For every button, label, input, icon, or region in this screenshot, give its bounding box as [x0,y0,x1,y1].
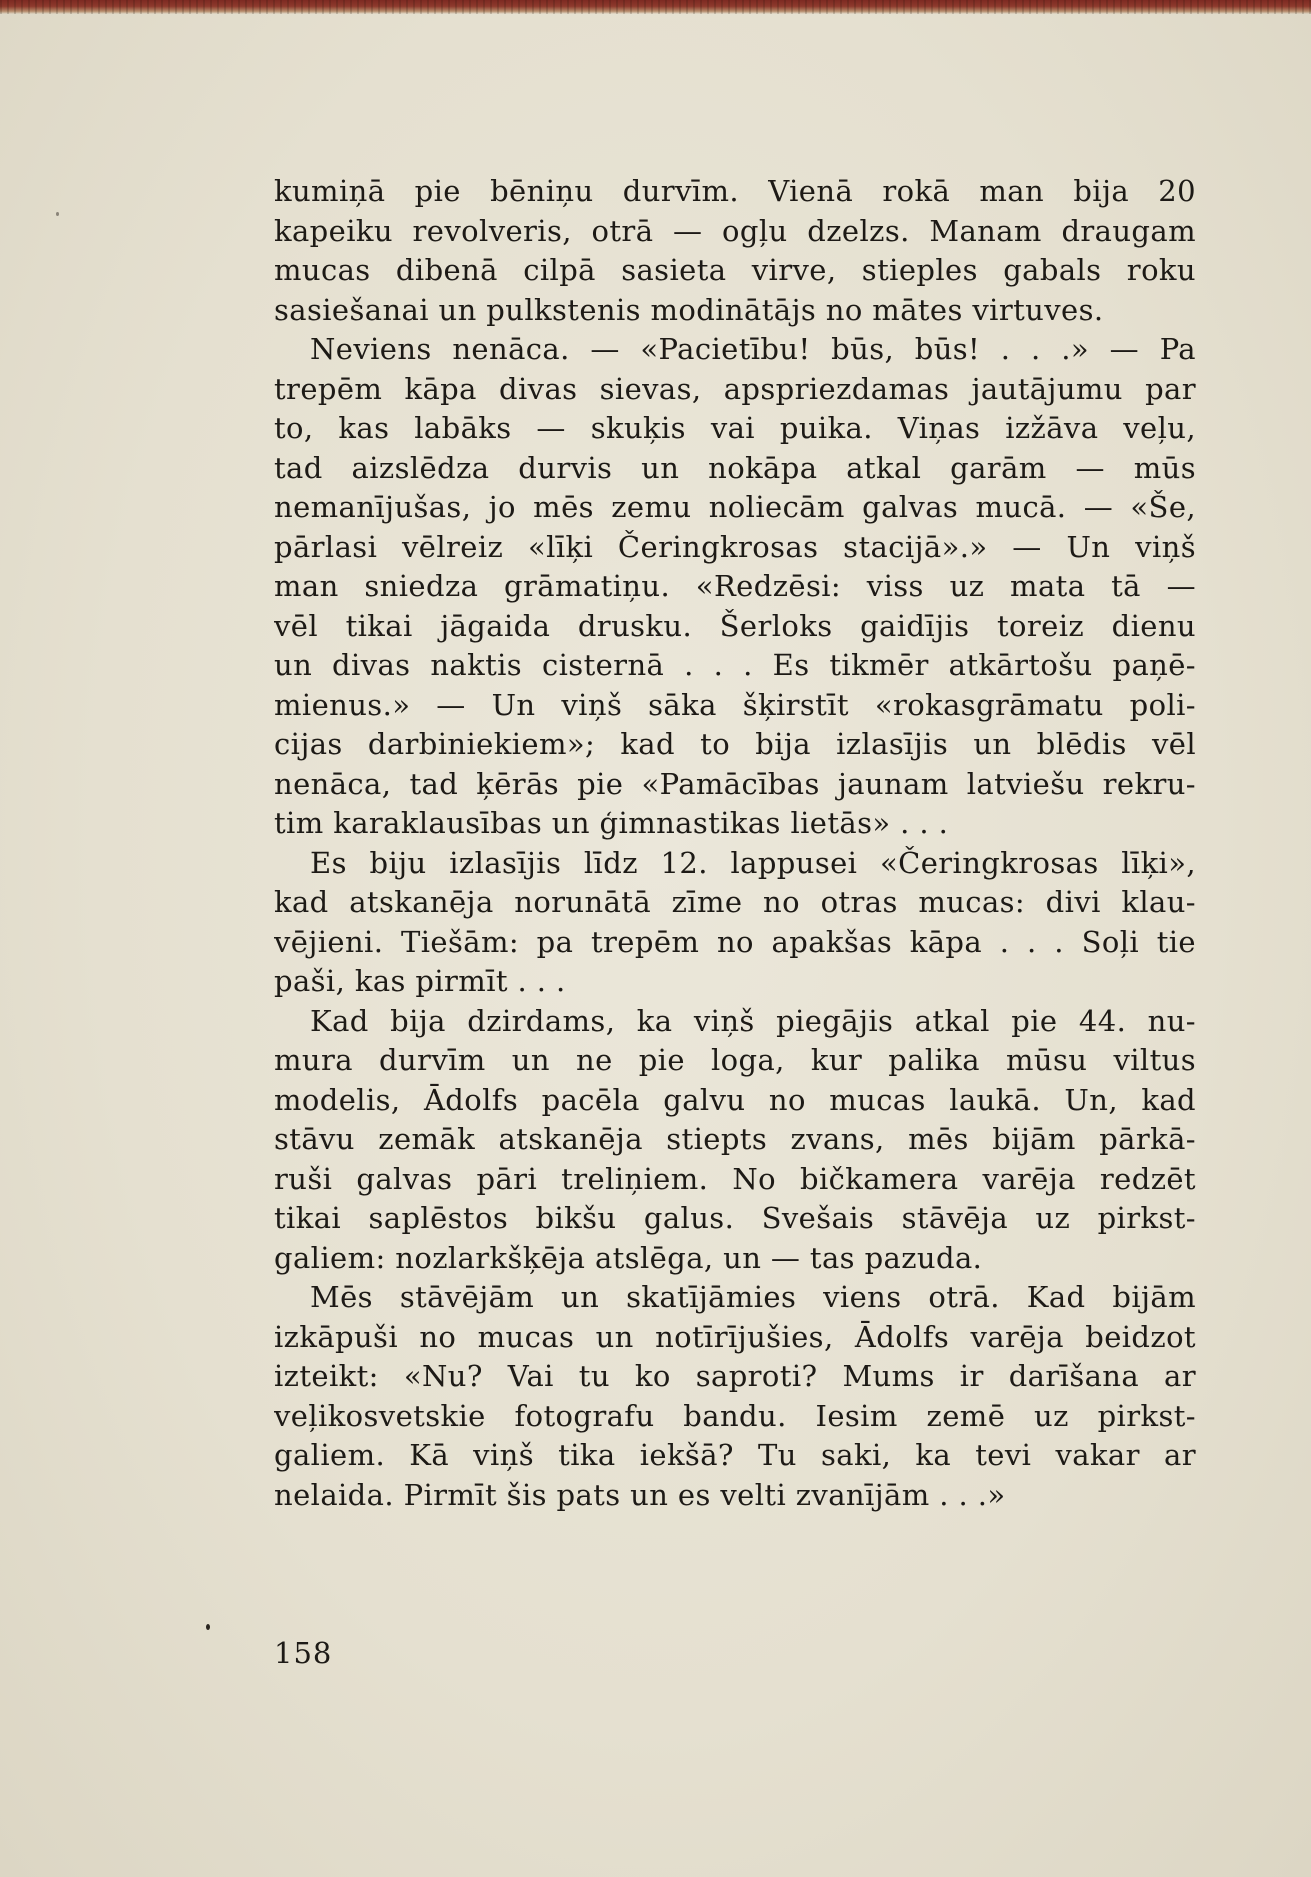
text-line: ruši galvas pāri treliņiem. No bičkamera varēja redzēt [274,1161,1196,1196]
text-line: mucas dibenā cilpā sasieta virve, stieples gabals roku [274,253,1196,287]
text-line: cijas darbiniekiem»; kad to bija izlasījis un blēdis vēl [274,727,1196,761]
text-line: kapeiku revolveris, otrā — ogļu dzelzs. Manam draugam [274,213,1196,248]
text-line: Kad bija dzirdams, ka viņš piegājis atkal pie 44. nu- [310,1003,1196,1038]
paper-speck [206,1624,210,1630]
text-line: izkāpuši no mucas un notīrījušies, Ādolfs varēja beidzot [274,1319,1196,1354]
text-line: man sniedza grāmatiņu. «Redzēsi: viss uz mata tā — [274,569,1196,603]
text-line: izteikt: «Nu? Vai tu ko saproti? Mums ir darīšana ar [274,1359,1196,1393]
text-line: stāvu zemāk atskanēja stiepts zvans, mēs bijām pārkā- [274,1122,1196,1156]
text-line: paši, kas pirmīt . . . [274,964,566,998]
cover-edge [0,0,1311,14]
text-line: mura durvīm un ne pie loga, kur palika mūsu viltus [274,1043,1196,1077]
text-line: kumiņā pie bēniņu durvīm. Vienā rokā man bija 20 [274,174,1196,208]
text-line: Mēs stāvējām un skatījāmies viens otrā. Kad bijām [310,1280,1196,1314]
text-line: galiem. Kā viņš tika iekšā? Tu saki, ka tevi vakar ar [274,1438,1196,1472]
text-line: un divas naktis cisternā . . . Es tikmēr atkārtošu paņē- [274,648,1196,682]
text-line: trepēm kāpa divas sievas, apspriezdamas jautājumu par [274,371,1196,406]
text-line: nenāca, tad ķērās pie «Pamācības jaunam latviešu rekru- [274,766,1196,801]
text-line: veļikosvetskie fotografu bandu. Iesim zemē uz pirkst- [274,1398,1196,1433]
text-line: to, kas labāks — skuķis vai puika. Viņas izžāva veļu, [274,411,1196,445]
paper-speck [56,212,59,216]
page-number: 158 [274,1636,333,1670]
text-line: mienus.» — Un viņš sāka šķirstīt «rokasgrāmatu poli- [274,687,1196,722]
text-line: Neviens nenāca. — «Pacietību! būs, būs! . . .» — Pa [310,332,1196,366]
text-line: tad aizslēdza durvis un nokāpa atkal garām — mūs [274,450,1196,485]
text-line: nelaida. Pirmīt šis pats un es velti zvanījām . . .» [274,1477,1006,1512]
text-line: tikai saplēstos bikšu galus. Svešais stāvēja uz pirkst- [274,1201,1196,1235]
text-line: tim karaklausības un ģimnastikas lietās» . . . [274,806,949,840]
text-line: vējieni. Tiešām: pa trepēm no apakšas kāpa . . . Soļi tie [274,924,1196,959]
text-line: kad atskanēja norunātā zīme no otras mucas: divi klau- [274,885,1196,919]
text-line: galiem: nozlarkšķēja atslēga, un — tas pazuda. [274,1240,983,1275]
body-text [274,172,1196,1515]
text-line: modelis, Ādolfs pacēla galvu no mucas laukā. Un, kad [274,1082,1196,1117]
text-line: vēl tikai jāgaida drusku. Šerloks gaidījis toreiz dienu [274,608,1196,643]
text-line: nemanījušas, jo mēs zemu noliecām galvas mucā. — «Še, [274,490,1196,524]
text-line: sasiešanai un pulkstenis modinātājs no mātes virtuves. [274,292,1104,327]
text-line: pārlasi vēlreiz «līķi Čeringkrosas stacijā».» — Un viņš [274,529,1196,564]
text-line: Es biju izlasījis līdz 12. lappusei «Čeringkrosas līķi», [310,845,1196,880]
